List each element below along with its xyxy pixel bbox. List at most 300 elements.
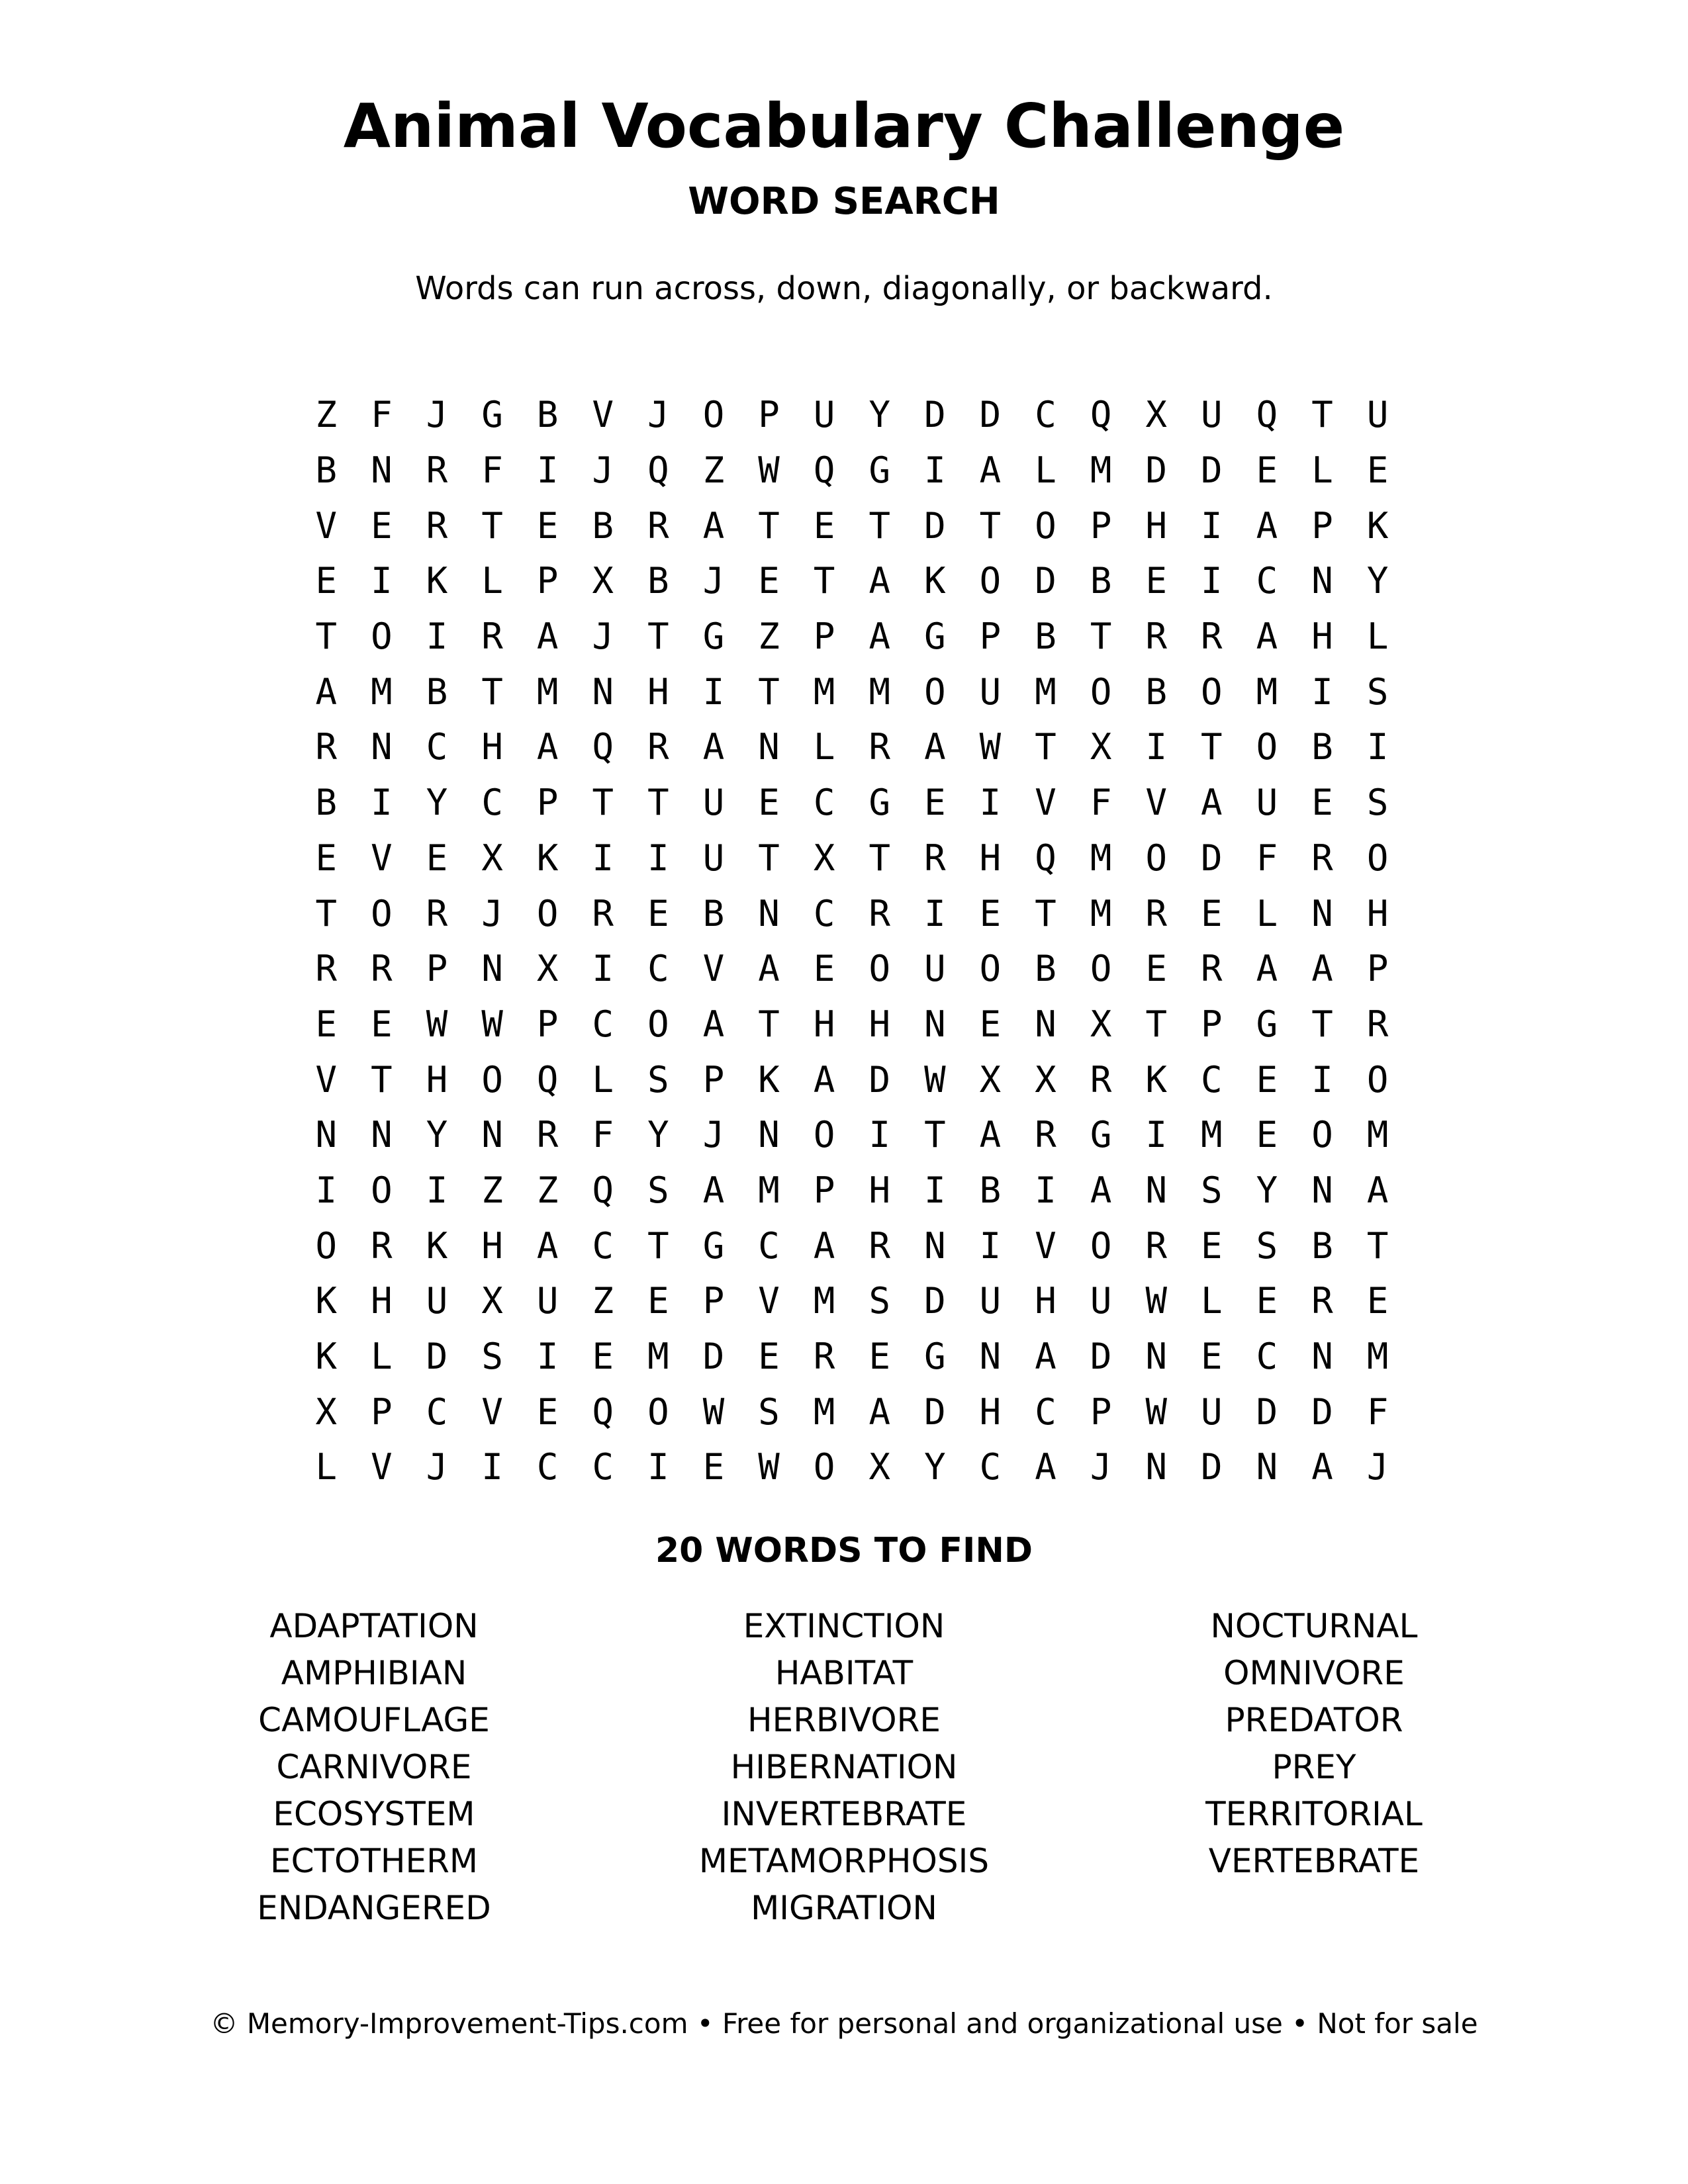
grid-letter: I xyxy=(1201,560,1223,602)
grid-letter: R xyxy=(1145,615,1167,658)
grid-letter: Z xyxy=(758,615,780,658)
grid-row xyxy=(299,609,1405,664)
grid-letter: F xyxy=(1366,1390,1389,1433)
grid-letter: T xyxy=(1090,615,1112,658)
grid-letter: T xyxy=(592,782,614,824)
grid-letter: A xyxy=(702,1169,725,1211)
grid-letter: P xyxy=(426,948,448,990)
grid-letter: T xyxy=(758,504,780,547)
grid-letter: R xyxy=(868,726,890,768)
grid-letter: K xyxy=(758,1058,780,1101)
word-list-item: TERRITORIAL xyxy=(1205,1795,1423,1833)
grid-letter: Q xyxy=(647,449,669,492)
grid-letter: V xyxy=(315,504,338,547)
grid-letter: B xyxy=(426,670,448,713)
grid-letter: S xyxy=(758,1390,780,1433)
grid-letter: E xyxy=(868,1336,890,1378)
word-list-item: ECTOTHERM xyxy=(269,1842,478,1880)
grid-letter: E xyxy=(1145,560,1167,602)
grid-letter: N xyxy=(979,1336,1002,1378)
grid-letter: O xyxy=(1201,670,1223,713)
grid-letter: P xyxy=(758,394,780,436)
grid-letter: T xyxy=(647,615,669,658)
grid-letter: T xyxy=(868,837,890,879)
grid-letter: R xyxy=(868,1224,890,1267)
instructions: Words can run across, down, diagonally, or backward. xyxy=(415,270,1273,307)
grid-letter: O xyxy=(868,948,890,990)
grid-letter: N xyxy=(481,1114,503,1156)
grid-letter: J xyxy=(592,615,614,658)
grid-letter: U xyxy=(426,1280,448,1322)
grid-letter: R xyxy=(1311,837,1333,879)
grid-letter: M xyxy=(1090,892,1112,934)
grid-letter: B xyxy=(647,560,669,602)
grid-letter: H xyxy=(1145,504,1167,547)
grid-letter: L xyxy=(813,726,835,768)
grid-letter: J xyxy=(426,394,448,436)
grid-letter: H xyxy=(426,1058,448,1101)
grid-letter: Y xyxy=(426,1114,448,1156)
grid-letter: U xyxy=(536,1280,559,1322)
grid-letter: C xyxy=(647,948,669,990)
grid-letter: E xyxy=(371,1003,393,1045)
page-subtitle: WORD SEARCH xyxy=(688,180,1000,223)
grid-letter: D xyxy=(1090,1336,1112,1378)
grid-letter: A xyxy=(536,615,559,658)
grid-letter: R xyxy=(868,892,890,934)
grid-letter: T xyxy=(1311,394,1333,436)
grid-letter: X xyxy=(481,1280,503,1322)
grid-letter: F xyxy=(1256,837,1278,879)
grid-letter: U xyxy=(979,670,1002,713)
grid-letter: Q xyxy=(592,1169,614,1211)
grid-letter: X xyxy=(1145,394,1167,436)
grid-letter: A xyxy=(1035,1446,1056,1488)
grid-letter: L xyxy=(315,1446,338,1488)
grid-letter: R xyxy=(426,449,448,492)
grid-row xyxy=(299,1218,1405,1273)
grid-letter: C xyxy=(1256,1336,1278,1378)
grid-letter: E xyxy=(1256,449,1278,492)
grid-letter: Y xyxy=(647,1114,669,1156)
grid-letter: O xyxy=(979,560,1002,602)
grid-letter: R xyxy=(426,504,448,547)
word-list-column xyxy=(162,1603,586,1932)
grid-letter: O xyxy=(1090,948,1112,990)
footer-copyright: © Memory-Improvement-Tips.com • Free for personal and organizational use • Not for sale xyxy=(210,2007,1478,2040)
grid-letter: P xyxy=(702,1280,725,1322)
grid-letter: C xyxy=(979,1446,1002,1488)
grid-letter: T xyxy=(1201,726,1223,768)
grid-letter: I xyxy=(924,1169,946,1211)
grid-letter: R xyxy=(647,504,669,547)
grid-letter: N xyxy=(1035,1003,1056,1045)
grid-letter: Q xyxy=(1090,394,1112,436)
word-list-item: VERTEBRATE xyxy=(1208,1842,1420,1880)
grid-letter: B xyxy=(315,449,338,492)
grid-letter: X xyxy=(592,560,614,602)
grid-letter: M xyxy=(1256,670,1278,713)
grid-letter: W xyxy=(426,1003,448,1045)
grid-letter: A xyxy=(536,1224,559,1267)
grid-letter: T xyxy=(868,504,890,547)
grid-row xyxy=(299,1163,1405,1218)
grid-letter: R xyxy=(1201,948,1223,990)
grid-letter: O xyxy=(1256,726,1278,768)
grid-letter: M xyxy=(1366,1114,1389,1156)
grid-letter: T xyxy=(647,782,669,824)
grid-letter: E xyxy=(1256,1280,1278,1322)
grid-letter: N xyxy=(1311,892,1333,934)
grid-letter: D xyxy=(1256,1390,1278,1433)
grid-letter: U xyxy=(1256,782,1278,824)
grid-letter: E xyxy=(979,1003,1002,1045)
grid-letter: T xyxy=(315,892,338,934)
grid-letter: W xyxy=(979,726,1002,768)
grid-letter: B xyxy=(702,892,725,934)
grid-letter: G xyxy=(702,1224,725,1267)
grid-letter: A xyxy=(979,1114,1002,1156)
grid-letter: M xyxy=(1090,837,1112,879)
grid-letter: C xyxy=(426,1390,448,1433)
grid-letter: O xyxy=(813,1114,835,1156)
grid-letter: T xyxy=(371,1058,393,1101)
grid-letter: D xyxy=(1201,449,1223,492)
grid-letter: H xyxy=(1311,615,1333,658)
grid-letter: O xyxy=(536,892,559,934)
grid-letter: C xyxy=(758,1224,780,1267)
grid-letter: O xyxy=(813,1446,835,1488)
grid-letter: P xyxy=(536,560,559,602)
grid-letter: I xyxy=(426,1169,448,1211)
grid-letter: C xyxy=(592,1224,614,1267)
grid-letter: A xyxy=(979,449,1002,492)
grid-letter: U xyxy=(702,782,725,824)
grid-letter: A xyxy=(1256,504,1278,547)
grid-letter: R xyxy=(426,892,448,934)
grid-letter: W xyxy=(758,449,780,492)
grid-letter: L xyxy=(1201,1280,1223,1322)
grid-letter: P xyxy=(1366,948,1389,990)
grid-letter: V xyxy=(371,837,393,879)
grid-letter: E xyxy=(647,892,669,934)
grid-letter: G xyxy=(481,394,503,436)
grid-letter: C xyxy=(813,892,835,934)
grid-letter: J xyxy=(702,1114,725,1156)
grid-letter: G xyxy=(868,449,890,492)
grid-letter: B xyxy=(979,1169,1002,1211)
grid-letter: Q xyxy=(592,726,614,768)
grid-letter: E xyxy=(1201,1224,1223,1267)
grid-letter: A xyxy=(1035,1336,1056,1378)
grid-letter: D xyxy=(868,1058,890,1101)
grid-letter: X xyxy=(1035,1058,1056,1101)
grid-letter: E xyxy=(647,1280,669,1322)
grid-letter: J xyxy=(702,560,725,602)
grid-letter: K xyxy=(426,560,448,602)
grid-letter: N xyxy=(758,1114,780,1156)
grid-letter: M xyxy=(1366,1336,1389,1378)
word-list-item: MIGRATION xyxy=(751,1889,937,1927)
grid-letter: C xyxy=(426,726,448,768)
grid-letter: S xyxy=(1366,670,1389,713)
grid-letter: N xyxy=(371,726,393,768)
grid-letter: D xyxy=(702,1336,725,1378)
grid-letter: T xyxy=(481,670,503,713)
grid-letter: V xyxy=(702,948,725,990)
grid-letter: V xyxy=(1035,782,1056,824)
grid-letter: L xyxy=(371,1336,393,1378)
grid-letter: P xyxy=(1090,504,1112,547)
grid-letter: V xyxy=(1145,782,1167,824)
grid-letter: H xyxy=(481,726,503,768)
grid-letter: O xyxy=(371,1169,393,1211)
grid-letter: G xyxy=(924,615,946,658)
grid-letter: A xyxy=(315,670,338,713)
grid-letter: B xyxy=(1311,726,1333,768)
grid-letter: F xyxy=(592,1114,614,1156)
grid-letter: E xyxy=(1366,449,1389,492)
grid-letter: E xyxy=(1201,1336,1223,1378)
grid-letter: I xyxy=(592,837,614,879)
grid-letter: N xyxy=(924,1003,946,1045)
grid-letter: V xyxy=(371,1446,393,1488)
grid-letter: E xyxy=(813,504,835,547)
grid-letter: O xyxy=(647,1003,669,1045)
grid-letter: E xyxy=(758,782,780,824)
grid-letter: E xyxy=(1256,1058,1278,1101)
grid-letter: T xyxy=(758,837,780,879)
grid-letter: O xyxy=(1311,1114,1333,1156)
grid-letter: C xyxy=(592,1003,614,1045)
grid-letter: U xyxy=(924,948,946,990)
grid-letter: O xyxy=(924,670,946,713)
grid-letter: H xyxy=(979,837,1002,879)
grid-letter: V xyxy=(315,1058,338,1101)
grid-letter: E xyxy=(758,1336,780,1378)
grid-letter: O xyxy=(1366,837,1389,879)
grid-letter: E xyxy=(536,1390,559,1433)
grid-row xyxy=(299,1107,1405,1163)
grid-letter: U xyxy=(1366,394,1389,436)
grid-letter: H xyxy=(979,1390,1002,1433)
grid-letter: G xyxy=(924,1336,946,1378)
grid-letter: B xyxy=(536,394,559,436)
grid-letter: C xyxy=(1035,394,1056,436)
grid-letter: E xyxy=(315,1003,338,1045)
grid-letter: T xyxy=(813,560,835,602)
grid-row xyxy=(299,997,1405,1052)
grid-letter: I xyxy=(426,615,448,658)
grid-letter: O xyxy=(315,1224,338,1267)
grid-letter: Q xyxy=(1035,837,1056,879)
grid-letter: R xyxy=(1035,1114,1056,1156)
grid-letter: G xyxy=(868,782,890,824)
grid-letter: U xyxy=(1201,1390,1223,1433)
word-list-column xyxy=(1102,1603,1526,1885)
grid-letter: Z xyxy=(702,449,725,492)
grid-letter: I xyxy=(536,449,559,492)
grid-letter: O xyxy=(1035,504,1056,547)
grid-letter: M xyxy=(813,1390,835,1433)
grid-letter: O xyxy=(371,892,393,934)
grid-letter: E xyxy=(702,1446,725,1488)
grid-letter: H xyxy=(1366,892,1389,934)
grid-letter: X xyxy=(813,837,835,879)
grid-letter: M xyxy=(813,1280,835,1322)
word-list-item: CAMOUFLAGE xyxy=(258,1701,490,1739)
grid-letter: M xyxy=(1201,1114,1223,1156)
grid-letter: C xyxy=(592,1446,614,1488)
grid-letter: K xyxy=(426,1224,448,1267)
grid-letter: R xyxy=(1311,1280,1333,1322)
grid-letter: D xyxy=(1145,449,1167,492)
grid-letter: H xyxy=(868,1169,890,1211)
grid-letter: N xyxy=(1145,1169,1167,1211)
grid-letter: J xyxy=(647,394,669,436)
grid-row xyxy=(299,387,1405,443)
grid-letter: L xyxy=(592,1058,614,1101)
grid-letter: N xyxy=(592,670,614,713)
grid-letter: R xyxy=(924,837,946,879)
grid-letter: E xyxy=(924,782,946,824)
grid-letter: O xyxy=(371,615,393,658)
grid-letter: M xyxy=(813,670,835,713)
grid-letter: T xyxy=(1311,1003,1333,1045)
grid-letter: U xyxy=(1090,1280,1112,1322)
grid-letter: P xyxy=(536,1003,559,1045)
grid-letter: C xyxy=(1035,1390,1056,1433)
grid-letter: Q xyxy=(813,449,835,492)
grid-letter: G xyxy=(1256,1003,1278,1045)
grid-letter: W xyxy=(758,1446,780,1488)
grid-letter: A xyxy=(702,504,725,547)
grid-letter: L xyxy=(1366,615,1389,658)
grid-row xyxy=(299,886,1405,941)
grid-letter: X xyxy=(315,1390,338,1433)
grid-letter: O xyxy=(1145,837,1167,879)
grid-letter: Q xyxy=(1256,394,1278,436)
grid-letter: R xyxy=(592,892,614,934)
word-list-item: METAMORPHOSIS xyxy=(698,1842,990,1880)
grid-letter: N xyxy=(924,1224,946,1267)
grid-letter: D xyxy=(924,504,946,547)
grid-letter: T xyxy=(1145,1003,1167,1045)
word-list-item: HIBERNATION xyxy=(730,1748,958,1786)
grid-letter: C xyxy=(536,1446,559,1488)
grid-row xyxy=(299,664,1405,719)
grid-letter: T xyxy=(647,1224,669,1267)
grid-letter: N xyxy=(1145,1446,1167,1488)
grid-letter: I xyxy=(979,1224,1002,1267)
grid-letter: P xyxy=(371,1390,393,1433)
grid-letter: M xyxy=(371,670,393,713)
grid-letter: I xyxy=(592,948,614,990)
grid-letter: C xyxy=(1201,1058,1223,1101)
grid-letter: P xyxy=(813,1169,835,1211)
grid-letter: I xyxy=(315,1169,338,1211)
grid-letter: M xyxy=(647,1336,669,1378)
grid-letter: F xyxy=(1090,782,1112,824)
grid-letter: E xyxy=(1145,948,1167,990)
grid-letter: A xyxy=(868,560,890,602)
word-list-item: HERBIVORE xyxy=(747,1701,941,1739)
grid-letter: I xyxy=(702,670,725,713)
grid-letter: K xyxy=(924,560,946,602)
grid-letter: K xyxy=(315,1280,338,1322)
grid-letter: I xyxy=(536,1336,559,1378)
grid-letter: E xyxy=(758,560,780,602)
grid-letter: R xyxy=(813,1336,835,1378)
grid-letter: P xyxy=(979,615,1002,658)
grid-letter: B xyxy=(1090,560,1112,602)
grid-letter: J xyxy=(426,1446,448,1488)
grid-letter: N xyxy=(1145,1336,1167,1378)
grid-letter: M xyxy=(536,670,559,713)
grid-letter: R xyxy=(536,1114,559,1156)
grid-letter: P xyxy=(1201,1003,1223,1045)
grid-letter: O xyxy=(1090,1224,1112,1267)
grid-letter: T xyxy=(758,1003,780,1045)
grid-letter: J xyxy=(481,892,503,934)
grid-letter: F xyxy=(371,394,393,436)
grid-letter: G xyxy=(702,615,725,658)
word-list-item: CARNIVORE xyxy=(276,1748,472,1786)
grid-letter: R xyxy=(647,726,669,768)
grid-letter: A xyxy=(1311,948,1333,990)
grid-letter: W xyxy=(1145,1280,1167,1322)
grid-letter: E xyxy=(979,892,1002,934)
grid-letter: N xyxy=(758,892,780,934)
grid-letter: I xyxy=(1311,1058,1333,1101)
grid-letter: M xyxy=(1035,670,1056,713)
grid-letter: I xyxy=(924,892,946,934)
grid-letter: Z xyxy=(592,1280,614,1322)
grid-letter: L xyxy=(1311,449,1333,492)
grid-row xyxy=(299,831,1405,886)
grid-letter: G xyxy=(1090,1114,1112,1156)
grid-row xyxy=(299,775,1405,831)
grid-letter: W xyxy=(1145,1390,1167,1433)
grid-letter: A xyxy=(1090,1169,1112,1211)
grid-letter: X xyxy=(536,948,559,990)
grid-letter: M xyxy=(868,670,890,713)
grid-letter: I xyxy=(924,449,946,492)
grid-letter: D xyxy=(426,1336,448,1378)
grid-letter: T xyxy=(758,670,780,713)
grid-letter: B xyxy=(1035,615,1056,658)
grid-row xyxy=(299,1329,1405,1385)
grid-row xyxy=(299,498,1405,553)
grid-letter: N xyxy=(1256,1446,1278,1488)
grid-letter: E xyxy=(1201,892,1223,934)
grid-letter: N xyxy=(371,1114,393,1156)
grid-letter: I xyxy=(1201,504,1223,547)
grid-letter: H xyxy=(647,670,669,713)
grid-letter: S xyxy=(481,1336,503,1378)
grid-letter: R xyxy=(1090,1058,1112,1101)
grid-letter: H xyxy=(813,1003,835,1045)
grid-letter: N xyxy=(1311,1336,1333,1378)
grid-letter: A xyxy=(924,726,946,768)
grid-letter: T xyxy=(315,615,338,658)
grid-letter: Z xyxy=(536,1169,559,1211)
grid-letter: S xyxy=(1256,1224,1278,1267)
grid-letter: E xyxy=(371,504,393,547)
grid-letter: I xyxy=(1311,670,1333,713)
grid-letter: P xyxy=(702,1058,725,1101)
grid-letter: P xyxy=(1311,504,1333,547)
